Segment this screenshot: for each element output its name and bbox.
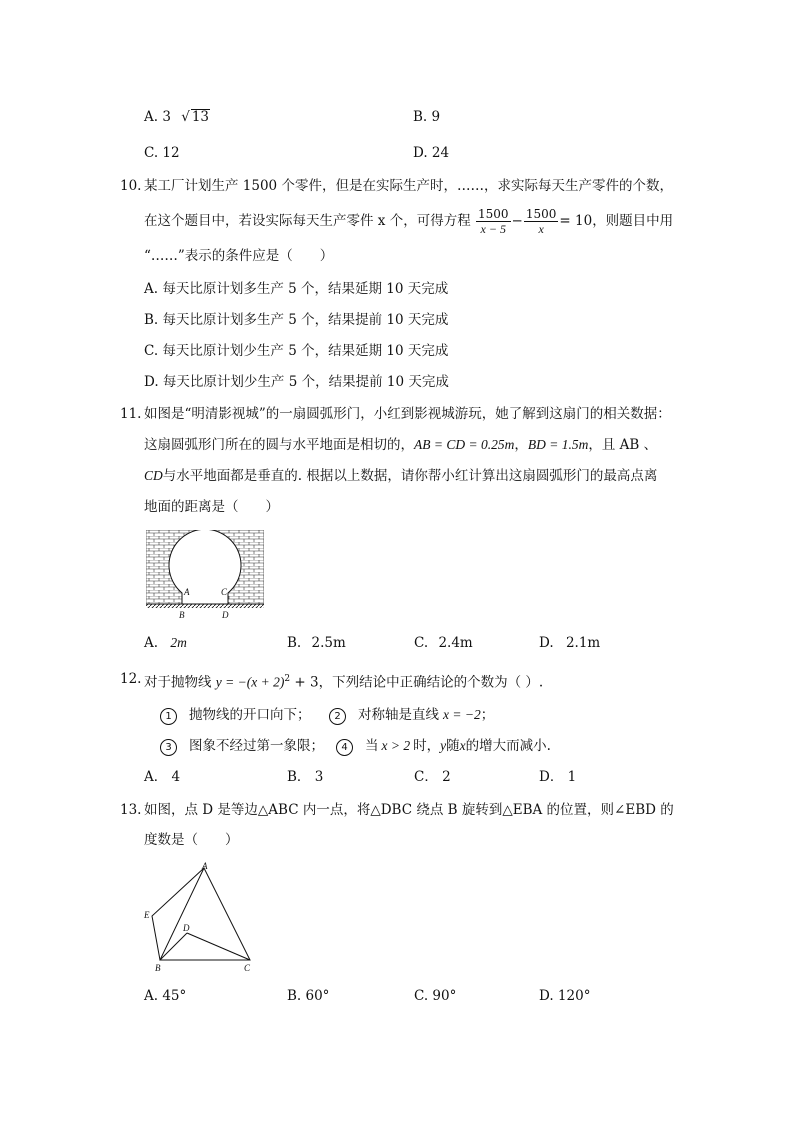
q10-frac1-den: x − 5 [480, 222, 506, 236]
q12-func-exp: 2 [284, 674, 291, 684]
q11-option-b[interactable] [287, 634, 346, 652]
label-a: A [202, 861, 208, 871]
q12-line1-pre: 对于抛物线 [144, 674, 212, 691]
q12-s4-cond: x > 2 [381, 738, 411, 753]
q13-option-d[interactable]: D. 120° [539, 988, 591, 1004]
q10-option-a[interactable]: A. 每天比原计划多生产 5 个，结果延期 10 天完成 [144, 281, 449, 297]
q11-option-a[interactable] [144, 634, 187, 652]
q12-option-c[interactable]: C． 2 [414, 769, 451, 785]
q12-s4-y: y [440, 738, 447, 753]
q11-option-c-value: 2.4m [438, 635, 473, 651]
q12-s4-mid2: 随 [446, 738, 460, 754]
q9-option-a-label: A. 3 [144, 109, 171, 125]
q12-s2-num: 2 [329, 708, 346, 725]
label-b: B [179, 610, 185, 620]
q13-line2: 度数是（ ） [144, 832, 239, 848]
q11-line3-pre: CD [144, 468, 163, 483]
q9-option-b[interactable]: B. 9 [413, 109, 441, 125]
q10-option-c[interactable]: C. 每天比原计划少生产 5 个，结果延期 10 天完成 [144, 343, 449, 359]
q10-frac1-num: 1500 [478, 207, 509, 221]
q10-eq-rest: = 10 [559, 213, 593, 229]
q10-line3: “……”表示的条件应是（ ） [144, 248, 334, 264]
q11-line2 [144, 436, 657, 454]
q12-s4-mid: 时， [413, 738, 441, 754]
q11-line3-post: 与水平地面都是垂直的. 根据以上数据，请你帮小红计算出这扇圆弧形门的最高点离 [162, 468, 658, 484]
label-e: E [144, 910, 150, 920]
q12-s2-post: ； [480, 707, 495, 723]
label-b: B [155, 963, 161, 973]
q13-number: 13. [120, 802, 142, 818]
q10-minus: − [511, 213, 523, 229]
q10-fraction-1 [476, 207, 511, 236]
q11-eq1: AB = CD = 0.25m [414, 437, 515, 452]
q11-line4: 地面的距离是（ ） [144, 499, 279, 515]
q9-option-c[interactable]: C. 12 [144, 145, 180, 161]
q11-line2-post: ，且 AB 、 [588, 437, 658, 453]
label-d: D [183, 923, 190, 933]
q10-line2 [144, 203, 673, 239]
q11-option-d[interactable] [539, 634, 600, 652]
label-c: C [244, 963, 251, 973]
q13-option-b[interactable]: B. 60° [287, 988, 330, 1004]
q10-option-d[interactable]: D. 每天比原计划少生产 5 个，结果提前 10 天完成 [144, 374, 449, 390]
q11-option-c-label: C. [414, 635, 429, 651]
q11-sep: ， [514, 437, 528, 453]
q10-line1: 某工厂计划生产 1500 个零件，但是在实际生产时，……，求实际每天生产零件的个数， [144, 178, 673, 194]
q10-fraction-2 [524, 207, 559, 236]
label-d: D [222, 610, 229, 620]
q12-option-a[interactable]: A． 4 [144, 769, 181, 785]
label-a: A [184, 587, 190, 597]
ground [146, 604, 264, 608]
q12-option-d[interactable]: D． 1 [539, 769, 577, 785]
q13-option-c[interactable]: C. 90° [414, 988, 457, 1004]
q11-line1: 如图是“明清影视城”的一扇圆弧形门，小红到影视城游玩，她了解到这扇门的相关数据： [144, 406, 671, 422]
q12-func-rhs: + 3 [290, 674, 319, 691]
q12-func-lhs: y = −(x + 2) [215, 674, 285, 690]
q9-option-d[interactable]: D. 24 [413, 145, 450, 161]
q10-number: 10. [120, 178, 142, 194]
sqrt-symbol: √ [181, 109, 190, 125]
q11-option-a-label: A. [144, 635, 159, 651]
q12-s3-num: 3 [160, 739, 177, 756]
q11-option-b-value: 2.5m [311, 635, 346, 651]
q9-option-a[interactable] [144, 108, 210, 126]
q12-s3-text: 图象不经过第一象限； [189, 738, 324, 754]
q11-line3 [144, 467, 657, 485]
q11-option-a-value: 2m [170, 635, 187, 650]
segment-bd [160, 933, 187, 960]
triangle-eba [152, 868, 204, 960]
q12-option-b[interactable]: B． 3 [287, 769, 324, 785]
q12-s2-eq: x = −2 [443, 707, 481, 722]
q12-number: 12. [120, 671, 142, 687]
q12-statement-2 [329, 706, 494, 725]
q10-line2-post: ，则题目中用 [592, 213, 674, 229]
q11-option-d-label: D. [539, 635, 554, 651]
q12-s1-text: 抛物线的开口向下； [189, 707, 311, 723]
label-c: C [221, 587, 228, 597]
q10-option-b[interactable]: B. 每天比原计划多生产 5 个，结果提前 10 天完成 [144, 312, 449, 328]
q12-statement-4 [336, 737, 551, 756]
q12-s2-pre: 对称轴是直线 [358, 707, 439, 723]
q11-line2-pre: 这扇圆弧形门所在的圆与水平地面是相切的， [144, 437, 414, 453]
q10-line2-pre: 在这个题目中，若设实际每天生产零件 x 个，可得方程 [144, 213, 471, 229]
q11-option-d-value: 2.1m [565, 635, 601, 651]
q12-line1 [144, 670, 543, 692]
q12-line1-post: ，下列结论中正确结论的个数为（ ）. [318, 674, 544, 691]
q11-option-c[interactable] [414, 634, 473, 652]
q9-option-a-radicand: 13 [191, 109, 210, 125]
q10-frac2-num: 1500 [525, 207, 557, 221]
q12-s4-num: 4 [336, 739, 353, 756]
q12-s4-pre: 当 [365, 738, 379, 754]
q12-statement-1 [160, 706, 311, 725]
q12-s4-post: 的增大而减小. [465, 738, 551, 754]
segment-dc [187, 933, 250, 960]
q13-triangle-figure [140, 860, 260, 978]
q12-s1-num: 1 [160, 708, 177, 725]
q13-line1: 如图，点 D 是等边△ABC 内一点，将△DBC 绕点 B 旋转到△EBA 的位置，则∠EBD 的 [144, 802, 674, 818]
q11-door-figure [146, 530, 264, 622]
q11-number: 11. [120, 406, 142, 422]
q12-statement-3 [160, 737, 324, 756]
q11-option-b-label: B. [287, 635, 302, 651]
q11-eq2: BD = 1.5m [527, 437, 589, 452]
q12-s4-x: x [459, 738, 466, 753]
q13-option-a[interactable]: A. 45° [144, 988, 187, 1004]
q10-frac2-den: x [538, 222, 544, 236]
